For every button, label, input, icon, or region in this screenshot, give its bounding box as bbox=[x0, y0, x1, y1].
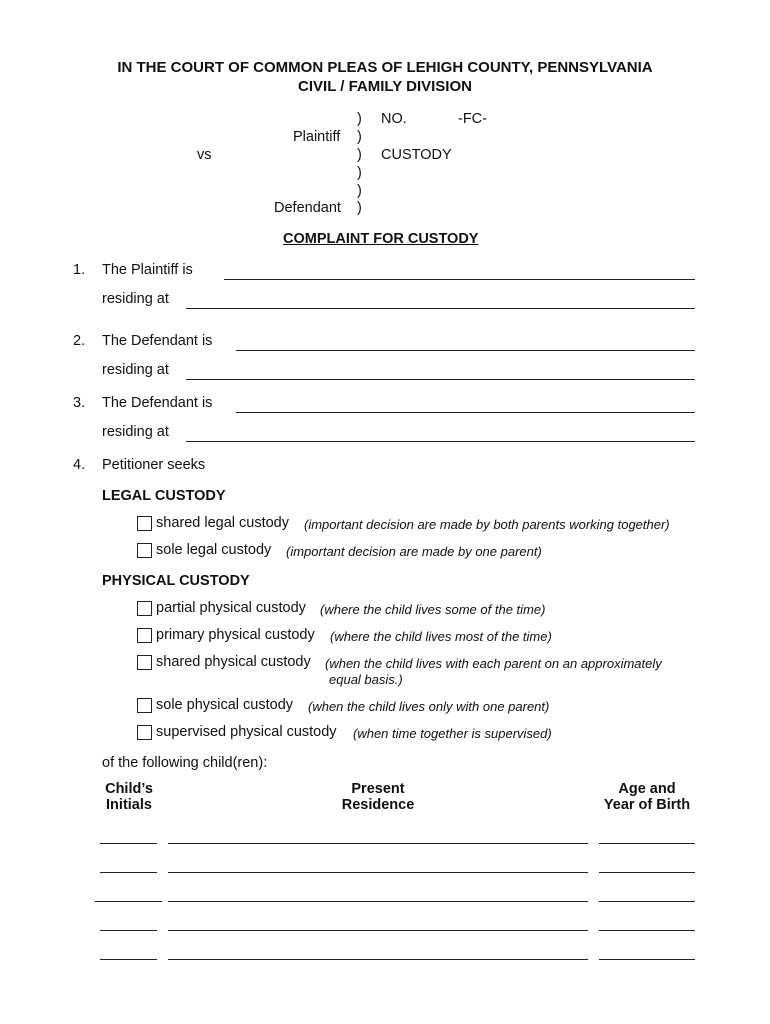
case-number-label: NO. bbox=[381, 111, 407, 127]
defendant-name-field[interactable] bbox=[236, 350, 695, 351]
plaintiff-name-field[interactable] bbox=[224, 279, 695, 280]
sole-physical-custody-label: sole physical custody bbox=[156, 697, 294, 713]
col-childs-initials-header bbox=[88, 781, 170, 813]
child-residence-field[interactable] bbox=[168, 901, 588, 902]
residing-at-label: residing at bbox=[102, 424, 169, 440]
child-initials-field[interactable] bbox=[100, 959, 157, 960]
child-age-field[interactable] bbox=[599, 930, 695, 931]
shared-physical-custody-note-cont: equal basis.) bbox=[329, 672, 403, 687]
partial-physical-custody-note: (where the child lives some of the time) bbox=[320, 602, 546, 617]
child-age-field[interactable] bbox=[599, 901, 695, 902]
defendant-caption-label: Defendant bbox=[274, 200, 341, 216]
shared-physical-custody-label: shared physical custody bbox=[156, 654, 311, 670]
defendant-is-label: The Defendant is bbox=[102, 333, 213, 349]
child-residence-field[interactable] bbox=[168, 930, 588, 931]
primary-physical-custody-label: primary physical custody bbox=[156, 627, 315, 643]
child-initials-field[interactable] bbox=[100, 872, 157, 873]
court-heading: IN THE COURT OF COMMON PLEAS OF LEHIGH COUNTY, PENNSYLVANIA bbox=[117, 59, 653, 76]
children-intro: of the following child(ren): bbox=[102, 755, 268, 771]
sole-physical-custody-checkbox[interactable] bbox=[137, 698, 152, 713]
col-age-year-header bbox=[587, 781, 707, 813]
partial-physical-custody-label: partial physical custody bbox=[156, 600, 306, 616]
col-header-line2: Residence bbox=[341, 797, 415, 813]
child-age-field[interactable] bbox=[599, 843, 695, 844]
child-age-field[interactable] bbox=[599, 959, 695, 960]
child-age-field[interactable] bbox=[599, 872, 695, 873]
sole-legal-custody-label: sole legal custody bbox=[156, 542, 272, 558]
child-initials-field[interactable] bbox=[100, 843, 157, 844]
plaintiff-address-field[interactable] bbox=[186, 308, 695, 309]
second-defendant-name-field[interactable] bbox=[236, 412, 695, 413]
shared-legal-custody-checkbox[interactable] bbox=[137, 516, 152, 531]
division-heading: CIVIL / FAMILY DIVISION bbox=[298, 78, 472, 95]
partial-physical-custody-checkbox[interactable] bbox=[137, 601, 152, 616]
residing-at-label: residing at bbox=[102, 291, 169, 307]
supervised-physical-custody-label: supervised physical custody bbox=[156, 724, 337, 740]
residing-at-label: residing at bbox=[102, 362, 169, 378]
petitioner-seeks-label: Petitioner seeks bbox=[102, 457, 206, 473]
shared-legal-custody-label: shared legal custody bbox=[156, 515, 289, 531]
caption-paren: ) bbox=[357, 165, 362, 181]
shared-physical-custody-note: (when the child lives with each parent on an approximately bbox=[325, 656, 662, 671]
col-header-line1: Child’s bbox=[105, 781, 153, 797]
col-header-line2: Year of Birth bbox=[603, 797, 691, 813]
item-number-4: 4. bbox=[73, 457, 86, 473]
vs-label: vs bbox=[197, 147, 212, 163]
supervised-physical-custody-checkbox[interactable] bbox=[137, 725, 152, 740]
second-defendant-address-field[interactable] bbox=[186, 441, 695, 442]
child-residence-field[interactable] bbox=[168, 959, 588, 960]
item-number-3: 3. bbox=[73, 395, 86, 411]
sole-physical-custody-note: (when the child lives only with one parent) bbox=[308, 699, 550, 714]
col-present-residence-header bbox=[318, 781, 438, 813]
caption-paren: ) bbox=[357, 111, 362, 127]
caption-paren: ) bbox=[357, 129, 362, 145]
item-number-2: 2. bbox=[73, 333, 86, 349]
caption-paren: ) bbox=[357, 183, 362, 199]
defendant-is-label: The Defendant is bbox=[102, 395, 213, 411]
defendant-address-field[interactable] bbox=[186, 379, 695, 380]
primary-physical-custody-note: (where the child lives most of the time) bbox=[330, 629, 552, 644]
caption-paren: ) bbox=[357, 147, 362, 163]
child-initials-field[interactable] bbox=[95, 901, 162, 902]
col-header-line1: Age and bbox=[618, 781, 676, 797]
supervised-physical-custody-note: (when time together is supervised) bbox=[353, 726, 552, 741]
sole-legal-custody-note: (important decision are made by one parent) bbox=[286, 544, 542, 559]
case-fc-label: -FC- bbox=[458, 111, 487, 127]
custody-caption-label: CUSTODY bbox=[381, 147, 452, 163]
col-header-line1: Present bbox=[351, 781, 405, 797]
primary-physical-custody-checkbox[interactable] bbox=[137, 628, 152, 643]
col-header-line2: Initials bbox=[106, 797, 152, 813]
shared-physical-custody-checkbox[interactable] bbox=[137, 655, 152, 670]
child-residence-field[interactable] bbox=[168, 872, 588, 873]
plaintiff-is-label: The Plaintiff is bbox=[102, 262, 193, 278]
child-initials-field[interactable] bbox=[100, 930, 157, 931]
shared-legal-custody-note: (important decision are made by both parents working together) bbox=[304, 517, 670, 532]
legal-custody-heading: LEGAL CUSTODY bbox=[102, 488, 226, 504]
sole-legal-custody-checkbox[interactable] bbox=[137, 543, 152, 558]
item-number-1: 1. bbox=[73, 262, 86, 278]
plaintiff-caption-label: Plaintiff bbox=[293, 129, 341, 145]
physical-custody-heading: PHYSICAL CUSTODY bbox=[102, 573, 250, 589]
caption-paren: ) bbox=[357, 200, 362, 216]
document-title: COMPLAINT FOR CUSTODY bbox=[283, 231, 479, 247]
child-residence-field[interactable] bbox=[168, 843, 588, 844]
